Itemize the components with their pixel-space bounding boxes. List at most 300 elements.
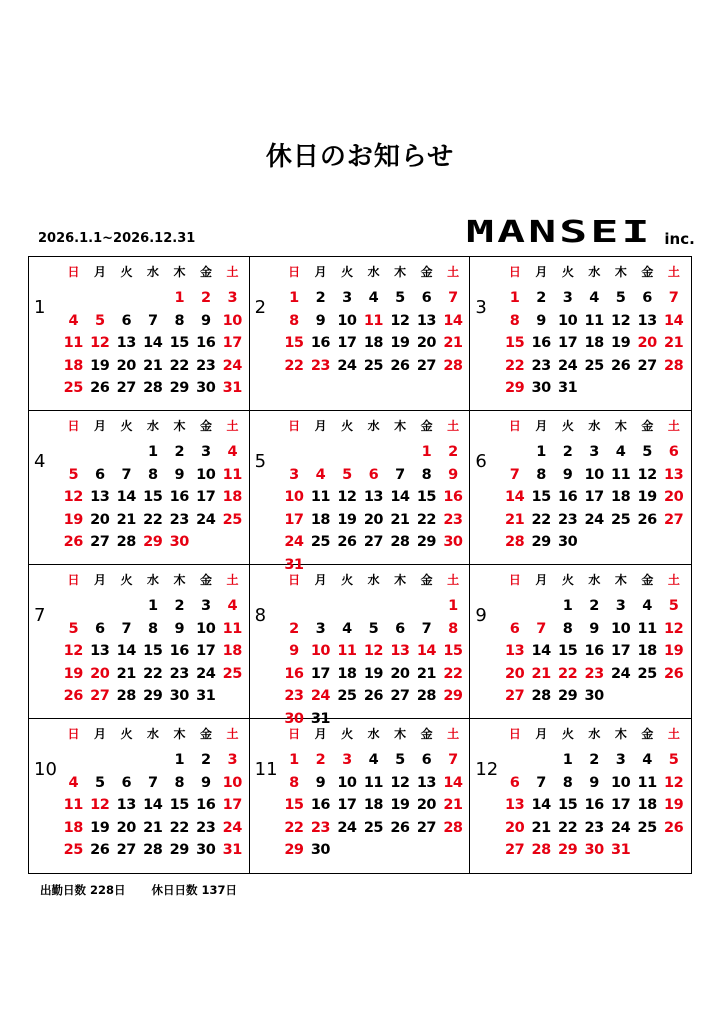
week-row xyxy=(60,287,246,310)
holiday-date: 10 xyxy=(222,312,242,329)
holiday-date: 23 xyxy=(443,511,463,528)
holiday-date: 28 xyxy=(443,819,463,836)
weekday-label: 木 xyxy=(614,573,627,587)
work-date: 10 xyxy=(337,312,357,329)
work-date: 16 xyxy=(196,797,216,813)
work-date: 19 xyxy=(90,819,110,836)
holiday-date: 31 xyxy=(610,842,631,858)
work-date: 10 xyxy=(584,466,604,483)
work-date: 8 xyxy=(562,620,573,637)
holiday-date: 29 xyxy=(443,688,463,704)
work-date: 25 xyxy=(637,665,657,682)
work-date: 30 xyxy=(169,688,189,704)
weekday-label: 水 xyxy=(588,419,600,433)
work-date: 27 xyxy=(116,380,136,396)
work-date: 18 xyxy=(363,797,383,813)
work-date: 9 xyxy=(589,620,599,637)
work-date: 13 xyxy=(416,774,436,791)
week-row xyxy=(60,531,246,554)
week-row xyxy=(501,377,687,400)
holiday-date: 4 xyxy=(68,774,79,791)
holiday-date: 15 xyxy=(443,643,463,659)
weekday-label: 月 xyxy=(93,727,106,741)
work-date: 6 xyxy=(121,312,132,329)
work-date: 20 xyxy=(416,335,436,351)
work-date: 14 xyxy=(143,797,163,813)
holiday-date: 2 xyxy=(289,620,299,637)
weekday-label: 金 xyxy=(641,419,653,433)
weekday-label: 日 xyxy=(288,265,300,279)
work-date: 22 xyxy=(416,511,436,528)
work-date: 17 xyxy=(584,489,604,505)
work-date: 19 xyxy=(90,357,110,374)
week-row xyxy=(501,595,687,618)
work-date: 8 xyxy=(174,312,185,329)
work-date: 23 xyxy=(196,819,216,836)
holiday-date: 22 xyxy=(443,665,463,682)
work-date: 25 xyxy=(637,819,657,836)
month-block xyxy=(29,257,250,411)
holiday-date: 7 xyxy=(509,466,520,483)
work-date: 13 xyxy=(90,643,110,659)
work-date: 15 xyxy=(416,489,436,505)
month-number: 11 xyxy=(254,759,278,780)
work-date: 24 xyxy=(610,665,631,682)
work-date: 1 xyxy=(174,752,185,768)
weekday-label: 土 xyxy=(226,727,238,741)
work-date: 31 xyxy=(557,380,578,396)
week-row xyxy=(501,509,687,532)
weekday-label: 火 xyxy=(120,573,132,587)
month-number: 9 xyxy=(475,605,487,626)
empty-cell xyxy=(281,595,308,618)
empty-cell xyxy=(307,595,334,618)
week-row xyxy=(60,509,246,532)
empty-cell xyxy=(528,749,555,772)
weekday-label: 日 xyxy=(67,727,79,741)
work-date: 13 xyxy=(116,797,136,813)
work-days-count: 出勤日数 228日 xyxy=(40,883,126,897)
weekday-label: 日 xyxy=(508,727,521,741)
month-calendar xyxy=(60,418,246,554)
work-date: 16 xyxy=(169,489,189,505)
empty-cell xyxy=(307,441,334,464)
work-date: 22 xyxy=(143,665,163,682)
holiday-date: 14 xyxy=(663,312,684,329)
empty-cell xyxy=(440,839,467,862)
work-date: 1 xyxy=(147,444,158,460)
work-date: 8 xyxy=(536,466,546,483)
week-row xyxy=(501,794,687,817)
week-row xyxy=(281,509,467,532)
week-row xyxy=(501,839,687,862)
holiday-date: 1 xyxy=(509,290,520,306)
work-date: 13 xyxy=(416,312,436,329)
weekday-label: 木 xyxy=(614,727,627,741)
empty-cell xyxy=(360,441,387,464)
week-row xyxy=(501,618,687,641)
weekday-label: 日 xyxy=(508,573,521,587)
work-date: 10 xyxy=(337,774,357,791)
holiday-date: 29 xyxy=(284,842,304,858)
work-date: 13 xyxy=(90,489,110,505)
work-date: 15 xyxy=(531,489,551,505)
holiday-date: 21 xyxy=(443,797,463,813)
work-date: 28 xyxy=(390,534,410,550)
holiday-date: 27 xyxy=(504,688,525,704)
holiday-date: 6 xyxy=(668,444,679,460)
week-row xyxy=(281,772,467,795)
holiday-date: 11 xyxy=(63,797,83,813)
holiday-date: 18 xyxy=(222,489,242,505)
work-date: 13 xyxy=(637,312,657,329)
weekday-label: 火 xyxy=(561,419,574,433)
month-calendar xyxy=(60,264,246,400)
holiday-date: 6 xyxy=(368,466,379,483)
work-date: 25 xyxy=(310,534,330,550)
holiday-date: 29 xyxy=(504,380,525,396)
week-row xyxy=(60,377,246,400)
holiday-date: 6 xyxy=(509,774,520,791)
holiday-date: 12 xyxy=(90,797,110,813)
work-date: 2 xyxy=(174,444,185,460)
week-row xyxy=(281,441,467,464)
empty-cell xyxy=(87,595,114,618)
holiday-date: 4 xyxy=(315,466,326,483)
holiday-date: 29 xyxy=(143,534,163,550)
holiday-date: 3 xyxy=(342,752,352,768)
work-date: 4 xyxy=(342,620,352,637)
work-date: 7 xyxy=(536,774,546,791)
month-calendar xyxy=(501,264,687,400)
weekday-label: 木 xyxy=(614,419,627,433)
holiday-date: 11 xyxy=(63,335,83,351)
work-date: 17 xyxy=(610,797,631,813)
work-date: 21 xyxy=(116,665,136,682)
holiday-date: 8 xyxy=(289,312,299,329)
work-date: 19 xyxy=(363,665,383,682)
work-date: 12 xyxy=(610,312,631,329)
weekday-label: 土 xyxy=(667,265,680,279)
work-date: 22 xyxy=(557,819,578,836)
work-date: 6 xyxy=(421,290,432,306)
week-row xyxy=(60,310,246,333)
week-row xyxy=(501,355,687,378)
work-date: 16 xyxy=(531,335,551,351)
weekday-label: 木 xyxy=(173,419,185,433)
empty-cell xyxy=(87,441,114,464)
work-date: 11 xyxy=(610,466,631,483)
weekday-label: 水 xyxy=(367,419,380,433)
empty-cell xyxy=(281,441,308,464)
work-date: 18 xyxy=(610,489,631,505)
weekday-label: 月 xyxy=(535,265,547,279)
empty-cell xyxy=(140,749,167,772)
holiday-date: 26 xyxy=(663,665,684,682)
work-date: 26 xyxy=(637,511,657,528)
week-row xyxy=(501,486,687,509)
holiday-date: 5 xyxy=(94,312,105,329)
empty-cell xyxy=(501,595,528,618)
logo-main-text: MANSEI xyxy=(466,215,653,250)
holiday-date: 14 xyxy=(443,312,463,329)
holiday-date: 27 xyxy=(90,688,110,704)
holiday-date: 20 xyxy=(637,335,657,351)
work-date: 24 xyxy=(584,511,604,528)
work-date: 8 xyxy=(147,620,158,637)
empty-cell xyxy=(528,595,555,618)
weekday-label: 木 xyxy=(394,727,406,741)
holiday-date: 22 xyxy=(504,357,525,374)
work-date: 14 xyxy=(143,335,163,351)
week-row xyxy=(501,464,687,487)
week-row xyxy=(281,685,467,708)
weekday-label: 金 xyxy=(641,573,653,587)
holiday-date: 18 xyxy=(222,643,242,659)
work-date: 30 xyxy=(196,380,216,396)
work-date: 9 xyxy=(315,774,326,791)
work-date: 9 xyxy=(536,312,546,329)
date-range: 2026.1.1~2026.12.31 xyxy=(38,231,196,246)
work-date: 9 xyxy=(174,466,185,483)
work-date: 21 xyxy=(143,357,163,374)
work-date: 18 xyxy=(363,335,383,351)
holiday-date: 25 xyxy=(63,842,83,858)
month-block xyxy=(250,411,471,573)
holiday-date: 24 xyxy=(222,819,242,836)
empty-cell xyxy=(334,441,361,464)
work-date: 7 xyxy=(395,466,405,483)
holiday-date: 24 xyxy=(284,534,304,550)
work-date: 14 xyxy=(116,489,136,505)
holiday-date: 12 xyxy=(663,774,684,791)
weekday-label: 土 xyxy=(667,419,680,433)
month-number: 3 xyxy=(475,297,487,318)
holiday-date: 29 xyxy=(557,842,578,858)
holiday-date: 25 xyxy=(222,511,242,528)
holiday-date: 2 xyxy=(200,290,211,306)
work-date: 13 xyxy=(116,335,136,351)
work-date: 5 xyxy=(94,774,105,791)
month-calendar xyxy=(501,726,687,862)
week-row xyxy=(281,531,467,554)
work-date: 4 xyxy=(368,752,379,768)
holiday-date: 17 xyxy=(222,797,242,813)
weekday-label: 金 xyxy=(420,573,433,587)
month-calendar xyxy=(501,418,687,554)
holiday-date: 30 xyxy=(284,710,304,727)
weekday-header xyxy=(281,264,467,287)
month-calendar xyxy=(281,572,467,730)
holiday-date: 19 xyxy=(63,511,83,528)
work-date: 17 xyxy=(196,489,216,505)
empty-cell xyxy=(60,441,87,464)
work-date: 20 xyxy=(116,357,136,374)
holiday-date: 7 xyxy=(668,290,679,306)
holiday-date: 9 xyxy=(448,466,458,483)
work-date: 5 xyxy=(395,290,405,306)
weekday-label: 日 xyxy=(288,727,300,741)
week-row xyxy=(60,685,246,708)
work-date: 26 xyxy=(90,842,110,858)
work-date: 8 xyxy=(147,466,158,483)
holiday-date: 22 xyxy=(284,819,304,836)
work-date: 1 xyxy=(536,444,546,460)
month-number: 4 xyxy=(34,451,46,472)
week-row xyxy=(501,817,687,840)
work-date: 29 xyxy=(169,842,189,858)
weekday-label: 水 xyxy=(367,265,380,279)
weekday-label: 木 xyxy=(394,419,406,433)
holiday-date: 21 xyxy=(443,335,463,351)
week-row xyxy=(60,464,246,487)
holiday-date: 27 xyxy=(663,511,684,528)
work-date: 20 xyxy=(416,797,436,813)
holiday-date: 10 xyxy=(310,643,330,659)
empty-cell xyxy=(634,531,661,554)
work-date: 27 xyxy=(637,357,657,374)
holiday-date: 17 xyxy=(284,511,304,528)
empty-cell xyxy=(660,377,687,400)
work-date: 27 xyxy=(416,819,436,836)
work-date: 2 xyxy=(589,752,599,768)
work-date: 2 xyxy=(562,444,573,460)
month-number: 1 xyxy=(34,297,46,318)
weekday-label: 月 xyxy=(535,573,547,587)
weekday-label: 火 xyxy=(561,727,574,741)
holiday-date: 3 xyxy=(227,752,238,768)
weekday-label: 月 xyxy=(535,727,547,741)
work-date: 4 xyxy=(642,598,652,614)
work-date: 15 xyxy=(169,335,189,351)
week-row xyxy=(60,817,246,840)
work-date: 26 xyxy=(610,357,631,374)
holiday-date: 11 xyxy=(222,620,242,637)
empty-cell xyxy=(87,287,114,310)
weekday-label: 火 xyxy=(341,727,353,741)
empty-cell xyxy=(660,685,687,708)
empty-cell xyxy=(607,377,634,400)
month-number: 8 xyxy=(254,605,267,626)
work-date: 28 xyxy=(416,688,436,704)
week-row xyxy=(281,618,467,641)
work-date: 22 xyxy=(169,819,189,836)
work-date: 30 xyxy=(584,688,604,704)
holiday-date: 13 xyxy=(504,797,525,813)
weekday-label: 土 xyxy=(447,727,459,741)
holiday-date: 4 xyxy=(68,312,79,329)
weekday-label: 金 xyxy=(641,727,653,741)
work-date: 30 xyxy=(531,380,551,396)
work-date: 3 xyxy=(342,290,352,306)
holiday-date: 15 xyxy=(284,797,304,813)
holiday-date: 23 xyxy=(310,819,330,836)
weekday-header xyxy=(281,572,467,595)
empty-cell xyxy=(360,595,387,618)
week-row xyxy=(501,310,687,333)
work-date: 3 xyxy=(615,598,626,614)
work-date: 27 xyxy=(416,357,436,374)
work-date: 19 xyxy=(637,489,657,505)
work-date: 1 xyxy=(147,598,158,614)
holiday-date: 30 xyxy=(443,534,463,550)
weekday-label: 金 xyxy=(420,265,433,279)
work-date: 17 xyxy=(610,643,631,659)
holiday-date: 25 xyxy=(222,665,242,682)
holiday-date: 28 xyxy=(504,534,525,550)
empty-cell xyxy=(413,839,440,862)
work-date: 14 xyxy=(390,489,410,505)
weekday-label: 土 xyxy=(667,573,680,587)
weekday-header xyxy=(501,726,687,749)
holiday-date: 22 xyxy=(284,357,304,374)
weekday-label: 土 xyxy=(447,573,459,587)
holiday-date: 5 xyxy=(68,620,79,637)
weekday-label: 金 xyxy=(420,419,433,433)
work-date: 27 xyxy=(363,534,383,550)
work-date: 20 xyxy=(363,511,383,528)
weekday-label: 月 xyxy=(314,419,327,433)
week-row xyxy=(60,441,246,464)
holiday-date: 3 xyxy=(289,466,299,483)
holiday-date: 21 xyxy=(663,335,684,351)
work-date: 17 xyxy=(337,797,357,813)
work-date: 2 xyxy=(200,752,211,768)
work-date: 21 xyxy=(390,511,410,528)
work-date: 3 xyxy=(315,620,326,637)
holiday-date: 27 xyxy=(504,842,525,858)
work-date: 6 xyxy=(395,620,405,637)
weekday-label: 金 xyxy=(199,265,212,279)
work-date: 11 xyxy=(584,312,604,329)
weekday-label: 木 xyxy=(173,573,185,587)
work-date: 10 xyxy=(196,620,216,637)
work-date: 6 xyxy=(421,752,432,768)
holiday-date: 4 xyxy=(227,444,238,460)
work-date: 6 xyxy=(94,466,105,483)
month-block xyxy=(470,719,691,873)
holiday-date: 20 xyxy=(504,819,525,836)
work-date: 23 xyxy=(169,511,189,528)
empty-cell xyxy=(113,287,140,310)
work-date: 26 xyxy=(337,534,357,550)
work-date: 4 xyxy=(368,290,379,306)
summary-stats xyxy=(40,882,259,898)
week-row xyxy=(501,685,687,708)
work-date: 5 xyxy=(615,290,626,306)
weekday-label: 日 xyxy=(67,265,79,279)
weekday-label: 水 xyxy=(367,573,380,587)
work-date: 25 xyxy=(337,688,357,704)
work-date: 26 xyxy=(390,357,410,374)
month-number: 5 xyxy=(254,451,267,472)
week-row xyxy=(281,486,467,509)
work-date: 24 xyxy=(337,357,357,374)
weekday-header xyxy=(60,726,246,749)
holiday-date: 15 xyxy=(504,335,525,351)
weekday-label: 水 xyxy=(367,727,380,741)
holiday-date: 21 xyxy=(531,665,551,682)
week-row xyxy=(281,749,467,772)
month-block xyxy=(470,411,691,565)
weekday-header xyxy=(281,726,467,749)
holiday-date: 2 xyxy=(448,444,458,460)
work-date: 10 xyxy=(196,466,216,483)
weekday-label: 木 xyxy=(173,265,185,279)
holiday-date: 7 xyxy=(448,290,458,306)
work-date: 30 xyxy=(310,842,330,858)
holiday-date: 23 xyxy=(310,357,330,374)
